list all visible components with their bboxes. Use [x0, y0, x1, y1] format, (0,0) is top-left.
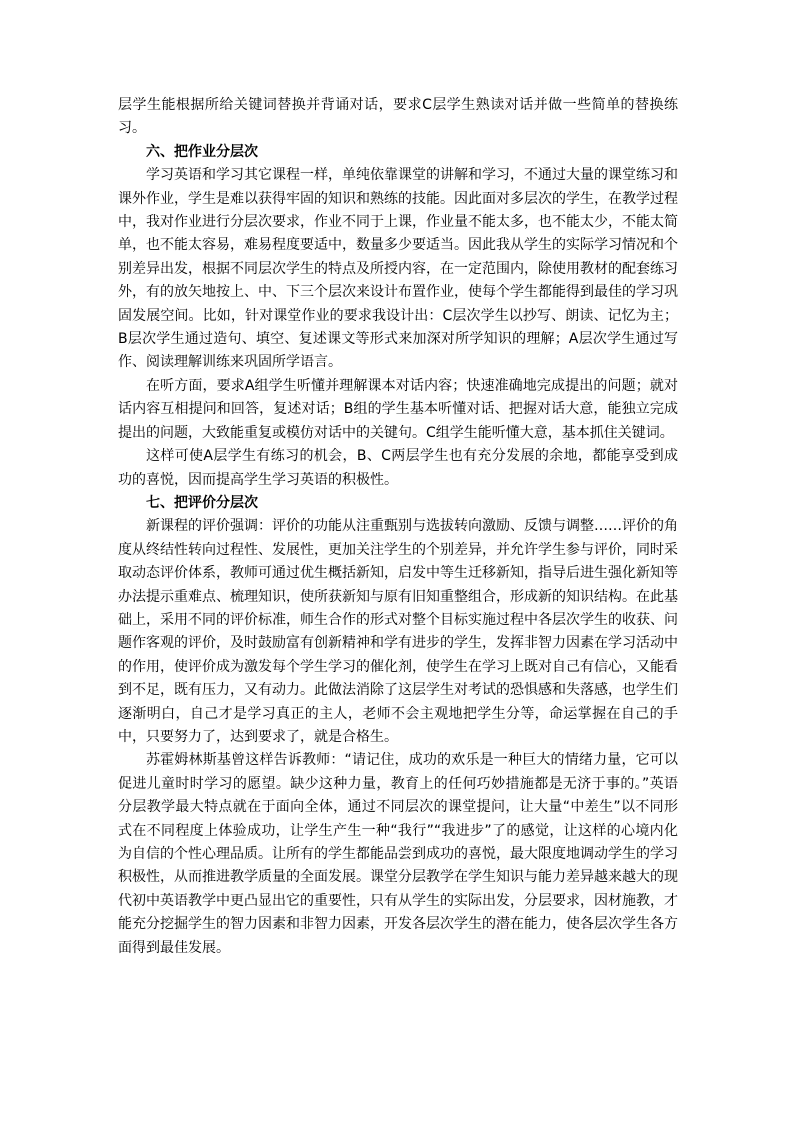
document-page [118, 94, 678, 960]
paragraph: 这样可使A层学生有练习的机会，B、C两层学生也有充分发展的余地，都能享受到成功的喜悦，因而提高学生学习英语的积极性。 [118, 448, 678, 488]
paragraph: 新课程的评价强调：评价的功能从注重甄别与选拔转向激励、反馈与调整……评价的角度从终结性转向过程性、发展性，更加关注学生的个别差异，并允许学生参与评价，同时采取动态评价体系，教师可通过优生概括新知，启发中等生迁移新知，指导后进生强化新知等办法提示重难点、梳理知识，使所获新知与原有旧知重整组合，形成新的知识结构。在此基础上，采用不同的评价标准，师生合作的形式对整个目标实施过程中各层次学生的收获、问题作客观的评价，及时鼓励富有创新精神和学有进步的学生，发挥非智力因素在学习活动中的作用，使评价成为激发每个学生学习的催化剂，使学生在学习上既对自己有信心，又能看到不足，既有压力，又有动力。此做法消除了这层学生对考试的恐惧感和失落感，也学生们逐渐明白，自己才是学习真正的主人，老师不会主观地把学生分等，命运掌握在自己的手中，只要努力了，达到要求了，就是合格生。 [118, 518, 678, 745]
paragraph: 苏霍姆林斯基曾这样告诉教师：“请记住，成功的欢乐是一种巨大的情绪力量，它可以促进儿童时时学习的愿望。缺少这种力量，教育上的任何巧妙措施都是无济于事的。”英语分层教学最大特点就在于面向全体，通过不同层次的课堂提问，让大量“中差生”以不同形式在不同程度上体验成功，让学生产生一种“我行”“我进步”了的感觉，让这样的心境内化为自信的个性心理品质。让所有的学生都能品尝到成功的喜悦，最大限度地调动学生的学习积极性，从而推进教学质量的全面发展。课堂分层教学在学生知识与能力差异越来越大的现代初中英语教学中更凸显出它的重要性，只有从学生的实际出发，分层要求，因材施教，才能充分挖掘学生的智力因素和非智力因素，开发各层次学生的潜在能力，使各层次学生各方面得到最佳发展。 [118, 752, 678, 956]
paragraph: 学习英语和学习其它课程一样，单纯依靠课堂的讲解和学习，不通过大量的课堂练习和课外作业，学生是难以获得牢固的知识和熟练的技能。因此面对多层次的学生，在教学过程中，我对作业进行分层次要求，作业不同于上课，作业量不能太多，也不能太少，不能太简单，也不能太容易，难易程度要适中，数量多少要适当。因此我从学生的实际学习情况和个别差异出发，根据不同层次学生的特点及所授内容，在一定范围内，除使用教材的配套练习外，有的放矢地按上、中、下三个层次来设计布置作业，使每个学生都能得到最佳的学习巩固发展空间。比如，针对课堂作业的要求我设计出：C层次学生以抄写、朗读、记忆为主；B层次学生通过造句、填空、复述课文等形式来加深对所学知识的理解；A层次学生通过写作、阅读理解训练来巩固所学语言。 [118, 167, 678, 371]
section-heading-evaluation: 七、把评价分层次 [146, 494, 258, 511]
section-heading-homework: 六、把作业分层次 [146, 143, 258, 160]
paragraph-continued: 层学生能根据所给关键词替换并背诵对话，要求C层学生熟读对话并做一些简单的替换练习。 [118, 97, 678, 137]
paragraph: 在听方面，要求A组学生听懂并理解课本对话内容；快速准确地完成提出的问题；就对话内容互相提问和回答，复述对话；B组的学生基本听懂对话、把握对话大意，能独立完成提出的问题，大致能重复或模仿对话中的关键句。C组学生能听懂大意，基本抓住关键词。 [118, 377, 678, 441]
